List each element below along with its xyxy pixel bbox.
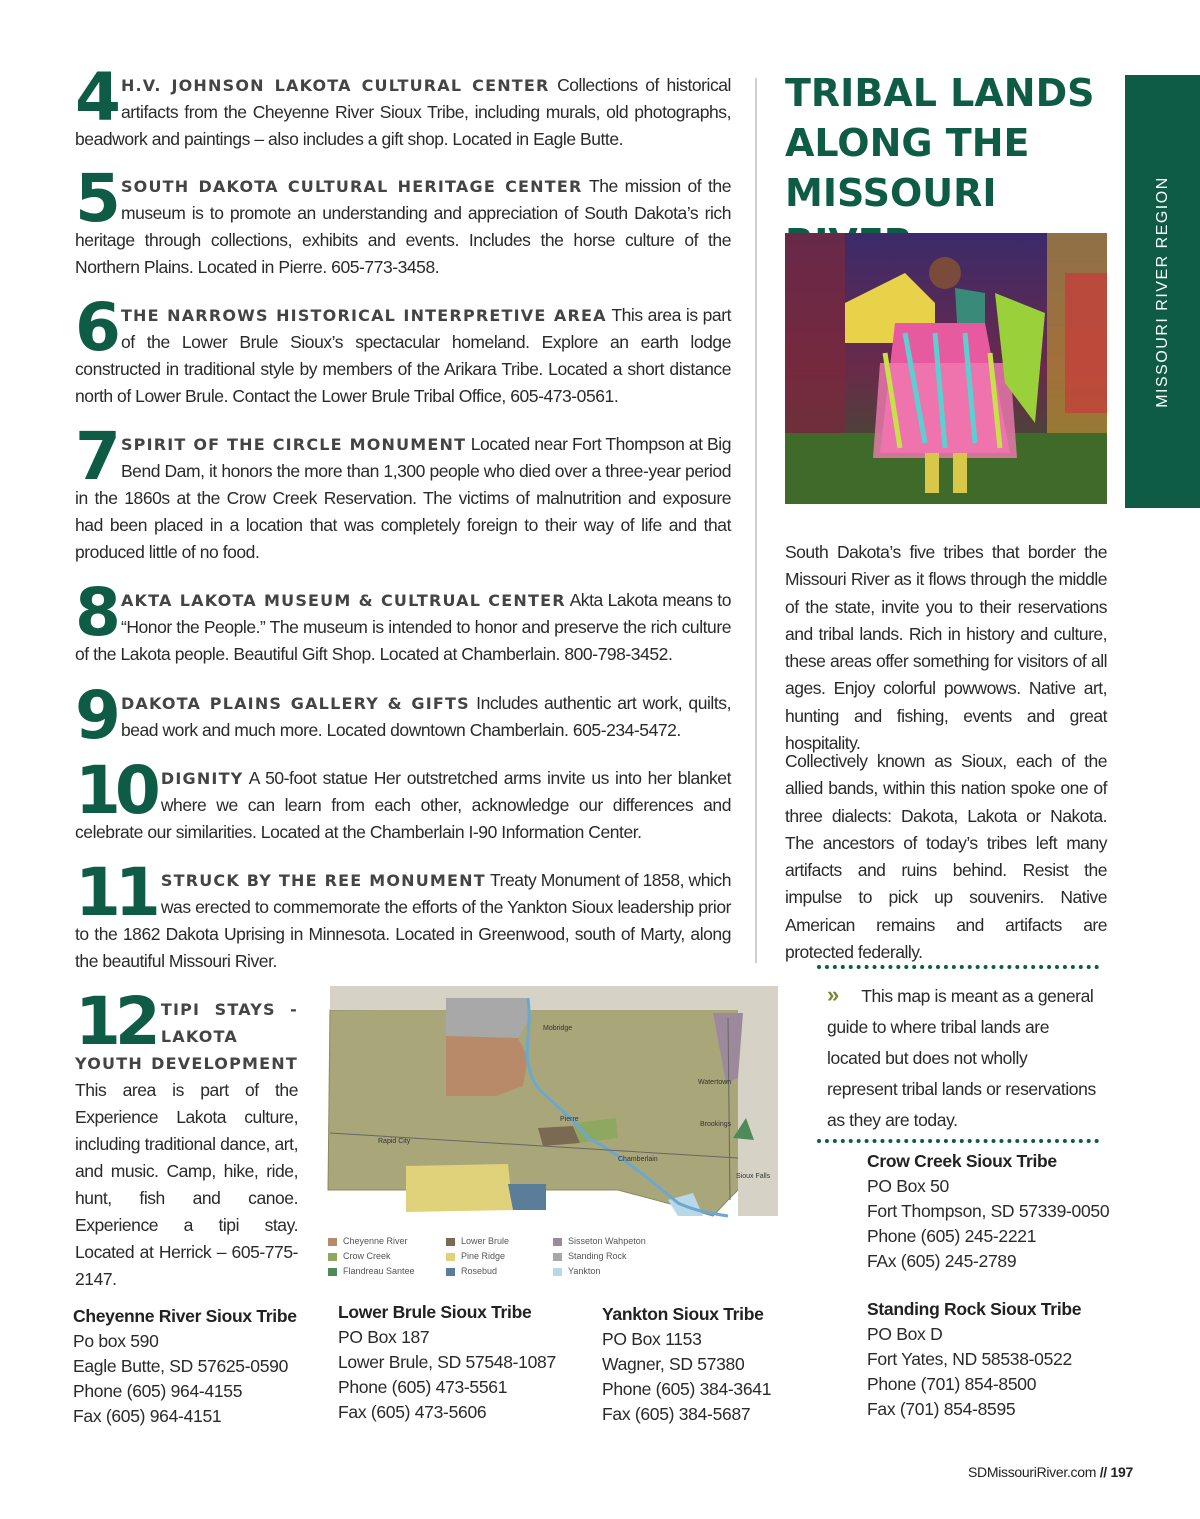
contact-cheyenne-river	[73, 1304, 297, 1429]
chevron-icon: »	[827, 982, 836, 1007]
contact-line: Phone (605) 964-4155	[73, 1381, 243, 1401]
history-paragraph: Collectively known as Sioux, each of the allied bands, within this nation spoke one of three dialects: Dakota, Lakota or Nakota. The ancestors of today’s tribes left many artifacts and ruins behind. Resist the impulse to pick up souvenirs. Native American remains and artifacts are protected federally.	[785, 751, 1107, 963]
entry-title: TIPI STAYS - LAKOTA YOUTH DEVELOPMENT	[75, 1000, 298, 1073]
footer-site: SDMissouriRiver.com	[968, 1464, 1097, 1480]
entry-title: AKTA LAKOTA MUSEUM & CULTRUAL CENTER	[120, 591, 566, 610]
entry-number: 4	[75, 59, 115, 136]
contact-name: Cheyenne River Sioux Tribe	[73, 1306, 297, 1326]
powwow-dancer-photo	[785, 233, 1107, 504]
entry-12	[75, 983, 298, 1293]
entry-text: Includes authentic art work, quilts, bead work and much more. Located downtown Chamberlain. 605-234-5472.	[120, 693, 731, 740]
entry-8	[75, 574, 732, 668]
footer-separator: //	[1099, 1464, 1107, 1480]
map-city-label: Pierre	[560, 1116, 579, 1123]
entry-number: 8	[75, 574, 115, 651]
title-line: MISSOURI	[785, 171, 997, 215]
map-city-label: Brookings	[700, 1121, 732, 1128]
entry-4	[75, 59, 731, 153]
contact-line: Phone (605) 473-5561	[338, 1377, 508, 1397]
contact-line: Fax (701) 854-8595	[867, 1399, 1016, 1419]
note-text: This map is meant as a general guide to where tribal lands are located but does not wholly represent tribal lands or reservations as they are today.	[827, 986, 1096, 1130]
page-number: 197	[1110, 1464, 1133, 1480]
entry-text: Akta Lakota means to “Honor the People.” The museum is intended to honor and preserve the rich culture of the Lakota people. Beautiful Gift Shop. Located at Chamberlain. 800-798-3452.	[75, 590, 732, 664]
dotted-rule-bottom	[817, 1139, 1099, 1143]
map-city-label: Mobridge	[543, 1025, 573, 1032]
entry-10	[75, 752, 732, 846]
contact-yankton	[602, 1302, 771, 1427]
tribal-lands-map	[318, 978, 798, 1286]
entry-11	[75, 854, 731, 975]
entry-number: 6	[75, 289, 115, 366]
entry-7	[75, 418, 731, 566]
legend-label: Crow Creek	[343, 1251, 391, 1261]
legend-swatch	[328, 1253, 337, 1261]
page-footer	[968, 1464, 1133, 1480]
legend-label: Standing Rock	[568, 1251, 627, 1261]
entry-text: This area is part of the Experience Lakota culture, including traditional dance, art, and music. Camp, hike, ride, hunt, fish and canoe. Experience a tipi stay. Located at Herrick – 605-775-2147.	[75, 1080, 298, 1289]
legend-swatch	[446, 1253, 455, 1261]
legend-swatch	[446, 1238, 455, 1246]
entry-title: DAKOTA PLAINS GALLERY & GIFTS	[120, 694, 470, 713]
contact-line: Fax (605) 384-5687	[602, 1404, 751, 1424]
map-legend-col-1	[328, 1234, 415, 1279]
entry-text: The mission of the museum is to promote an understanding and appreciation of South Dakota’s rich heritage through collections, exhibits and events. Includes the horse culture of the Northern Plains. Located in Pierre. 605-773-3458.	[75, 176, 731, 277]
contact-line: Eagle Butte, SD 57625-0590	[73, 1356, 289, 1376]
map-city-label: Watertown	[698, 1079, 732, 1086]
contact-name: Yankton Sioux Tribe	[602, 1304, 764, 1324]
contact-line: Lower Brule, SD 57548-1087	[338, 1352, 556, 1372]
region-sidebar-tab	[1125, 75, 1200, 508]
legend-label: Lower Brule	[461, 1236, 510, 1246]
entry-number: 7	[75, 418, 115, 495]
region-label: MISSOURI RIVER REGION	[1153, 175, 1171, 408]
entry-title: SOUTH DAKOTA CULTURAL HERITAGE CENTER	[120, 177, 583, 196]
contact-line: Fax (605) 473-5606	[338, 1402, 487, 1422]
contact-line: Fort Yates, ND 58538-0522	[867, 1349, 1072, 1369]
contact-name: Lower Brule Sioux Tribe	[338, 1302, 532, 1322]
contact-line: Phone (605) 245-2221	[867, 1226, 1037, 1246]
contact-line: Phone (605) 384-3641	[602, 1379, 772, 1399]
map-city-label: Chamberlain	[618, 1156, 658, 1163]
contact-line: Po box 590	[73, 1331, 159, 1351]
legend-label: Yankton	[568, 1266, 601, 1276]
entry-number: 9	[75, 677, 115, 754]
legend-label: Flandreau Santee	[343, 1266, 415, 1276]
map-city-label: Rapid City	[378, 1138, 411, 1145]
contact-name: Crow Creek Sioux Tribe	[867, 1151, 1057, 1171]
entry-6	[75, 289, 731, 410]
map-note	[817, 965, 1099, 1143]
contact-name: Standing Rock Sioux Tribe	[867, 1299, 1082, 1319]
entry-title: STRUCK BY THE REE MONUMENT	[160, 871, 486, 890]
entry-text: Located near Fort Thompson at Big Bend Dam, it honors the more than 1,300 people who died over a three-year period in the 1860s at the Crow Creek Reservation. The victims of malnutrition and exposure had been placed in a location that was completely foreign to their way of life and that produced little of no food.	[75, 434, 731, 562]
entry-5	[75, 160, 731, 281]
contact-line: PO Box D	[867, 1324, 943, 1344]
title-line: ALONG THE	[785, 121, 1030, 165]
dotted-rule-top	[817, 965, 1099, 969]
entry-number: 11	[75, 854, 155, 931]
legend-label: Pine Ridge	[461, 1251, 506, 1261]
entry-number: 12	[75, 983, 155, 1060]
contact-crow-creek	[867, 1149, 1109, 1274]
entry-title: H.V. JOHNSON LAKOTA CULTURAL CENTER	[120, 76, 550, 95]
contact-line: PO Box 1153	[602, 1329, 702, 1349]
legend-label: Cheyenne River	[343, 1236, 408, 1246]
legend-swatch	[446, 1268, 455, 1276]
contact-line: PO Box 50	[867, 1176, 949, 1196]
legend-swatch	[328, 1268, 337, 1276]
entry-title: DIGNITY	[160, 769, 244, 788]
entry-title: THE NARROWS HISTORICAL INTERPRETIVE AREA	[120, 306, 607, 325]
entry-number: 10	[75, 752, 155, 829]
map-legend-col-3	[553, 1234, 646, 1279]
entry-text: A 50-foot statue Her outstretched arms invite us into her blanket where we can learn from each other, acknowledge our differences and celebrate our similarities. Located at the Chamberlain I-90 Information Center.	[75, 768, 732, 842]
map-city-label: Sioux Falls	[736, 1173, 771, 1180]
contact-line: Wagner, SD 57380	[602, 1354, 745, 1374]
entry-number: 5	[75, 160, 115, 237]
legend-swatch	[553, 1253, 562, 1261]
contact-line: PO Box 187	[338, 1327, 430, 1347]
title-line: TRIBAL LANDS	[785, 71, 1095, 115]
legend-label: Sisseton Wahpeton	[568, 1236, 646, 1246]
entry-text: This area is part of the Lower Brule Sioux’s spectacular homeland. Explore an earth lodge constructed in traditional style by members of the Arikara Tribe. Located a short distance north of Lower Brule. Contact the Lower Brule Tribal Office, 605-473-0561.	[75, 305, 731, 406]
contact-line: Fort Thompson, SD 57339-0050	[867, 1201, 1110, 1221]
contact-standing-rock	[867, 1297, 1081, 1422]
entry-9	[75, 677, 731, 754]
entry-text: Collections of historical artifacts from the Cheyenne River Sioux Tribe, including murals, old photographs, beadwork and paintings – also includes a gift shop. Located in Eagle Butte.	[75, 75, 731, 149]
intro-paragraph: South Dakota’s five tribes that border the Missouri River as it flows through the middle of the state, invite you to their reservations and tribal lands. Rich in history and culture, these areas offer something for visitors of all ages. Enjoy colorful powwows. Native art, hunting and fishing, events and great hospitality.	[785, 542, 1107, 754]
legend-swatch	[328, 1238, 337, 1246]
map-legend-col-2	[446, 1234, 509, 1279]
legend-swatch	[553, 1268, 562, 1276]
entry-title: SPIRIT OF THE CIRCLE MONUMENT	[120, 435, 467, 454]
contact-line: Phone (701) 854-8500	[867, 1374, 1037, 1394]
contact-lower-brule	[338, 1300, 556, 1425]
legend-swatch	[553, 1238, 562, 1246]
contact-line: Fax (605) 964-4151	[73, 1406, 222, 1426]
legend-label: Rosebud	[461, 1266, 498, 1276]
contact-line: FAx (605) 245-2789	[867, 1251, 1017, 1271]
column-divider	[755, 78, 757, 963]
entry-text: Treaty Monument of 1858, which was erected to commemorate the efforts of the Yankton Sioux leadership prior to the 1862 Dakota Uprising in Minnesota. Located in Greenwood, south of Marty, along the beautiful Missouri River.	[75, 870, 731, 971]
